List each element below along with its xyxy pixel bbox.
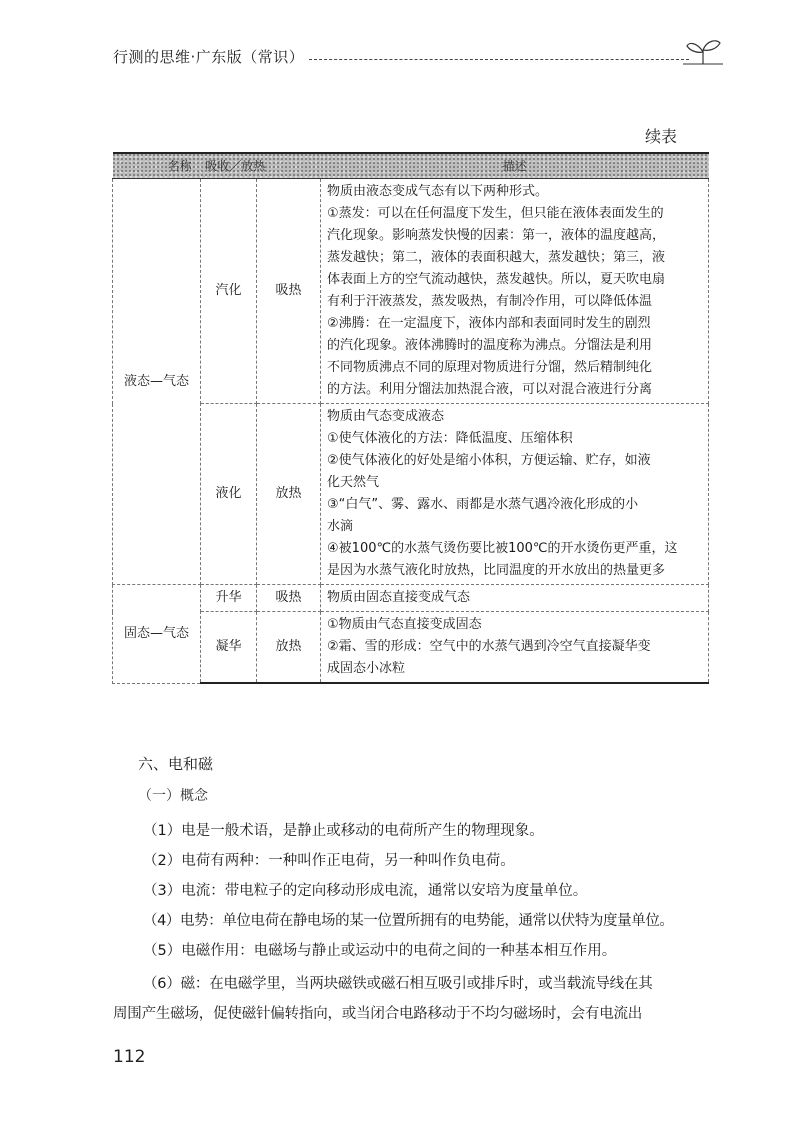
description-line: 有利于汗液蒸发，蒸发吸热，有制冷作用，可以降低体温 — [327, 294, 653, 309]
description-cell — [321, 179, 709, 404]
sprout-icon — [683, 36, 723, 66]
description-line: ①蒸发：可以在任何温度下发生，但只能在液体表面发生的 — [327, 206, 664, 221]
header-rule — [309, 59, 689, 60]
paragraph — [113, 876, 713, 906]
paragraph-line: （4）电势：单位电荷在静电场的某一位置所拥有的电势能，通常以伏特为度量单位。 — [143, 913, 674, 929]
description-line: ②沸腾：在一定温度下，液体内部和表面同时发生的剧烈 — [327, 316, 651, 331]
paragraph — [113, 906, 713, 936]
description-line: 水滴 — [327, 519, 354, 534]
description-cell — [321, 585, 709, 612]
description-line: ①物质由气态直接变成固态 — [327, 617, 482, 632]
process-name: 凝华 — [201, 612, 257, 684]
paragraph — [113, 936, 713, 966]
description-line: 物质由固态直接变成气态 — [327, 590, 471, 605]
description-line: ③“白气”、雾、露水、雨都是水蒸气遇冷液化形成的小 — [327, 497, 639, 512]
description-line: ①使气体液化的方法：降低温度、压缩体积 — [327, 431, 573, 446]
paragraph-line: （1）电是一般术语，是静止或移动的电荷所产生的物理现象。 — [143, 823, 544, 839]
table-row — [113, 404, 709, 585]
description-line: ②使气体液化的好处是缩小体积，方便运输、贮存，如液 — [327, 453, 651, 468]
table-header-row — [113, 153, 709, 179]
state-change-cell: 固态—气态 — [113, 585, 201, 684]
paragraph — [113, 816, 713, 846]
paragraph-line: （3）电流：带电粒子的定向移动形成电流，通常以安培为度量单位。 — [143, 883, 588, 899]
description-cell — [321, 612, 709, 684]
description-line: 不同物质沸点不同的原理对物质进行分馏，然后精制纯化 — [327, 360, 653, 375]
description-line: 物质由液态变成气态有以下两种形式。 — [327, 184, 549, 199]
header-heat: 吸收／放热 — [205, 159, 266, 173]
phase-change-table — [112, 152, 709, 684]
running-header — [113, 46, 713, 70]
heat-type: 吸热 — [257, 585, 321, 612]
description-line: 汽化现象。影响蒸发快慢的因素：第一，液体的温度越高， — [327, 228, 666, 243]
page-number: 112 — [113, 1047, 146, 1067]
continued-label: 续表 — [645, 127, 678, 146]
paragraph-line: 周围产生磁场，促使磁针偏转指向，或当闭合电路移动于不均匀磁场时，会有电流出 — [113, 1006, 643, 1022]
process-name: 升华 — [201, 585, 257, 612]
state-change-cell: 液态—气态 — [113, 179, 201, 585]
description-line: 的方法。利用分馏法加热混合液，可以对混合液进行分离 — [327, 382, 653, 397]
heat-type: 吸热 — [257, 179, 321, 404]
paragraph-line: （2）电荷有两种：一种叫作正电荷，另一种叫作负电荷。 — [143, 853, 515, 869]
header-name-heat — [113, 153, 321, 179]
description-cell — [321, 404, 709, 585]
description-line: 化天然气 — [327, 475, 380, 490]
description-line: 体表面上方的空气流动越快，蒸发越快。所以，夏天吹电扇 — [327, 272, 666, 287]
section-heading: 六、电和磁 — [138, 755, 214, 773]
description-line: 是因为水蒸气液化时放热，比同温度的开水放出的热量更多 — [327, 563, 666, 578]
paragraph-line: （5）电磁作用：电磁场与静止或运动中的电荷之间的一种基本相互作用。 — [143, 943, 617, 959]
process-name: 汽化 — [201, 179, 257, 404]
description-line: 物质由气态变成液态 — [327, 409, 445, 424]
subsection-heading: （一）概念 — [138, 788, 208, 804]
header-name: 名称 — [167, 159, 192, 173]
table-row — [113, 585, 709, 612]
table-row — [113, 612, 709, 684]
description-line: ④被100℃的水蒸气烫伤要比被100℃的开水烫伤更严重，这 — [327, 541, 678, 556]
description-line: 的汽化现象。液体沸腾时的温度称为沸点。分馏法是利用 — [327, 338, 653, 353]
heat-type: 放热 — [257, 612, 321, 684]
paragraph-line: （6）磁：在电磁学里，当两块磁铁或磁石相互吸引或排斥时，或当载流导线在其 — [143, 976, 653, 992]
heat-type: 放热 — [257, 404, 321, 585]
description-line: 蒸发越快；第二，液体的表面积越大，蒸发越快；第三，液 — [327, 250, 666, 265]
paragraph — [113, 846, 713, 876]
header-description: 描述 — [321, 153, 709, 179]
paragraph — [113, 969, 713, 1029]
table-row — [113, 179, 709, 404]
description-line: ②霜、雪的形成：空气中的水蒸气遇到冷空气直接凝华变 — [327, 639, 651, 654]
description-line: 成固态小冰粒 — [327, 661, 406, 676]
process-name: 液化 — [201, 404, 257, 585]
book-title: 行测的思维·广东版（常识） — [113, 48, 305, 66]
